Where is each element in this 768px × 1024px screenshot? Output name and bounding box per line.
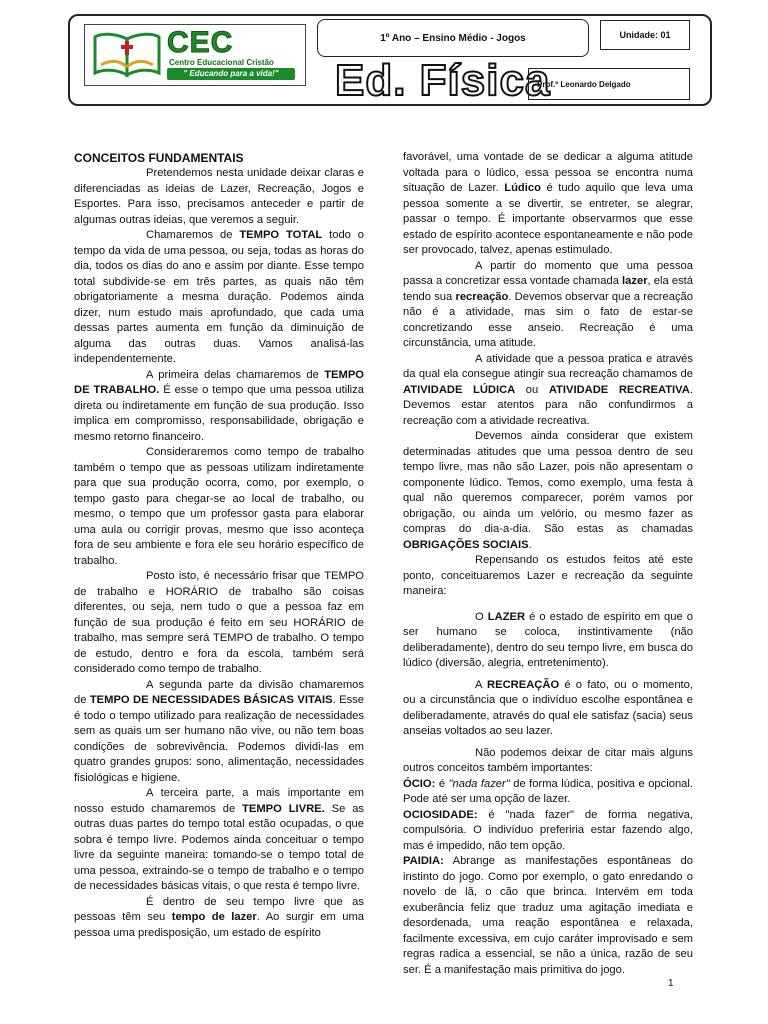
paragraph: A atividade que a pessoa pratica e através da qual ela consegue atingir sua recreação chamamos de ATIVIDADE LÚDICA ou ATIVIDADE RECREATIVA. Devemos estar atentos para não confundirmos a recreação com a atividade recreativa. <box>403 352 693 427</box>
paragraph: A segunda parte da divisão chamaremos de TEMPO DE NECESSIDADES BÁSICAS VITAIS. Esse é todo o tempo utilizado para realização de necessidades sem as quais um ser humano não vive, ou não tem boas condições de sobrevivência. Podemos dividi-las em quatro grandes grupos: sono, alimentação, necessidades fisiológicas e higiene. <box>74 678 364 784</box>
paragraph: A partir do momento que uma pessoa passa a concretizar essa vontade chamada lazer, ela está tendo sua recreação. Devemos observar que a recreação não é a atividade, mas sim o fato de estar-se concretizando esse anseio. Recreação é uma circunstância, uma atitude. <box>403 259 693 349</box>
paragraph: Repensando os estudos feitos até este ponto, conceituaremos Lazer e recreação da seguinte maneira: <box>403 554 693 597</box>
paragraph: Pretendemos nesta unidade deixar claras e diferenciadas as ideias de Lazer, Recreação, Jogos e Esportes. Para isso, precisamos anteceder e partir de algumas outras ideias, que veremos a seguir. <box>74 167 364 226</box>
paragraph: Posto isto, é necessário frisar que TEMPO de trabalho e HORÁRIO de trabalho são coisas diferentes, ou seja, nem tudo o que a pessoa faz em função de sua produção é feito em seu HORÁRIO de trabalho, mas sempre será TEMPO de trabalho. O tempo de estudo, dentro e fora da escola, também será considerado como tempo de trabalho. <box>74 570 364 675</box>
paragraph: Chamaremos de TEMPO TOTAL todo o tempo da vida de uma pessoa, ou seja, todas as horas do dia, todos os dias do ano e assim por diante. Esse tempo total subdivide-se em três partes, as quais não têm obrigatoriamente a mesma duração. Podemos ainda dizer, num estudo mais aprofundado, que cada uma dessas partes aumenta em função da diminuição de alguma das outras duas. Vamos analisá-las independentemente. <box>74 229 364 365</box>
subject-title: Ed. Física <box>335 56 551 105</box>
unit-label-text: Unidade: 01 <box>619 30 671 40</box>
logo-slogan: " Educando para a vida!" <box>167 68 295 80</box>
definition-ociosidade: OCIOSIDADE: é "nada fazer" de forma negativa, compulsória. O indivíduo preferiria estar fazendo algo, mas é impedido, não tem opção. <box>403 808 693 852</box>
definition-paidia: PAIDIA: Abrange as manifestações espontâneas do instinto do jogo. Como por exemplo, o gato enredando o novelo de lã, o cão que brinca. Intervém em toda exuberância feliz que traduz uma agitação imediata e desordenada, uma reação espontânea e relaxada, facilmente excessiva, em cujo caráter improvisado e sem regras radica a essencial, se não a única, razão de seu ser. É a manifestação mais primitiva do jogo. <box>403 855 693 976</box>
paragraph: A RECREAÇÃO é o fato, ou o momento, ou a circunstância que o indivíduo escolhe espontânea e deliberadamente, através do qual ele satisfaz (sacia) seus anseias voltados ao seu lazer. <box>403 678 693 737</box>
left-column <box>74 150 364 941</box>
page-number: 1 <box>668 978 674 989</box>
logo-brand: CEC <box>167 26 234 59</box>
teacher-label <box>528 68 690 100</box>
paragraph: favorável, uma vontade de se dedicar a alguma atitude voltada para o lúdico, essa pessoa se encontra numa situação de Lazer. Lúdico é tudo aquilo que leva uma pessoa somente a se divertir, se entreter, se alegrar, passar o tempo. É importante observarmos que esse estado de espírito acontece espontaneamente e não pode ser provocado, talvez, apenas estimulado. <box>403 151 693 256</box>
section-heading: CONCEITOS FUNDAMENTAIS <box>74 151 244 165</box>
logo-subtitle: Centro Educacional Cristão <box>169 58 274 67</box>
course-title <box>317 19 589 57</box>
open-book-logo-icon <box>91 29 163 81</box>
paragraph: A primeira delas chamaremos de TEMPO DE TRABALHO. É esse o tempo que uma pessoa utiliza direta ou indiretamente em função de sua produção. Isso implica em compromisso, responsabilidade, obrigação e mesmo retorno financeiro. <box>74 368 364 443</box>
paragraph: É dentro de seu tempo livre que as pessoas têm seu tempo de lazer. Ao surgir em uma pessoa uma predisposição, um estado de espírito <box>74 895 365 939</box>
paragraph: Devemos ainda considerar que existem determinadas atitudes que uma pessoa dentro de seu tempo livre, mas não são Lazer, pois não apresentam o componente lúdico. Temos, como exemplo, uma festa à qual não queremos comparecer, porém vamos por obrigação, ou ainda um velório, ou mesmo fazer as compras do dia-a-dia. São estas as chamadas OBRIGAÇÕES SOCIAIS. <box>403 430 693 551</box>
school-logo <box>84 24 306 86</box>
unit-label <box>600 20 690 50</box>
paragraph: O LAZER é o estado de espírito em que o ser humano se coloca, instintivamente (não deliberadamente), dentro do seu tempo livre, em busca do lúdico (diversão, alegria, entretenimento). <box>403 610 693 669</box>
paragraph: Consideraremos como tempo de trabalho também o tempo que as pessoas utilizam indiretamente para que sua produção ocorra, como, por exemplo, o tempo gasto para chegar-se ao local de trabalho, ou mesmo, o tempo que um professor gasta para elaborar uma aula ou corrigir provas, mesmo que isso aconteça fora de seu ambiente e fora ele seu horário específico de trabalho. <box>74 446 364 567</box>
paragraph: A terceira parte, a mais importante em nosso estudo chamaremos de TEMPO LIVRE. Se as outras duas partes do tempo total estão ocupadas, o que sobra é tempo livre. Podemos ainda conceituar o tempo livre da seguinte maneira: tomando-se o tempo total de uma pessoa, extraindo-se o tempo de trabalho e o tempo de necessidades básicas vitais, o que resta é tempo livre. <box>74 787 365 892</box>
definition-ocio: ÓCIO: é "nada fazer" de forma lúdica, positiva e opcional. Pode até ser uma opção de lazer. <box>403 777 693 805</box>
paragraph: Não podemos deixar de citar mais alguns outros conceitos também importantes: <box>403 746 693 774</box>
teacher-label-text: Prof.º Leonardo Delgado <box>537 79 631 89</box>
course-title-text: 1º Ano – Ensino Médio - Jogos <box>380 32 526 44</box>
right-column <box>403 150 693 978</box>
